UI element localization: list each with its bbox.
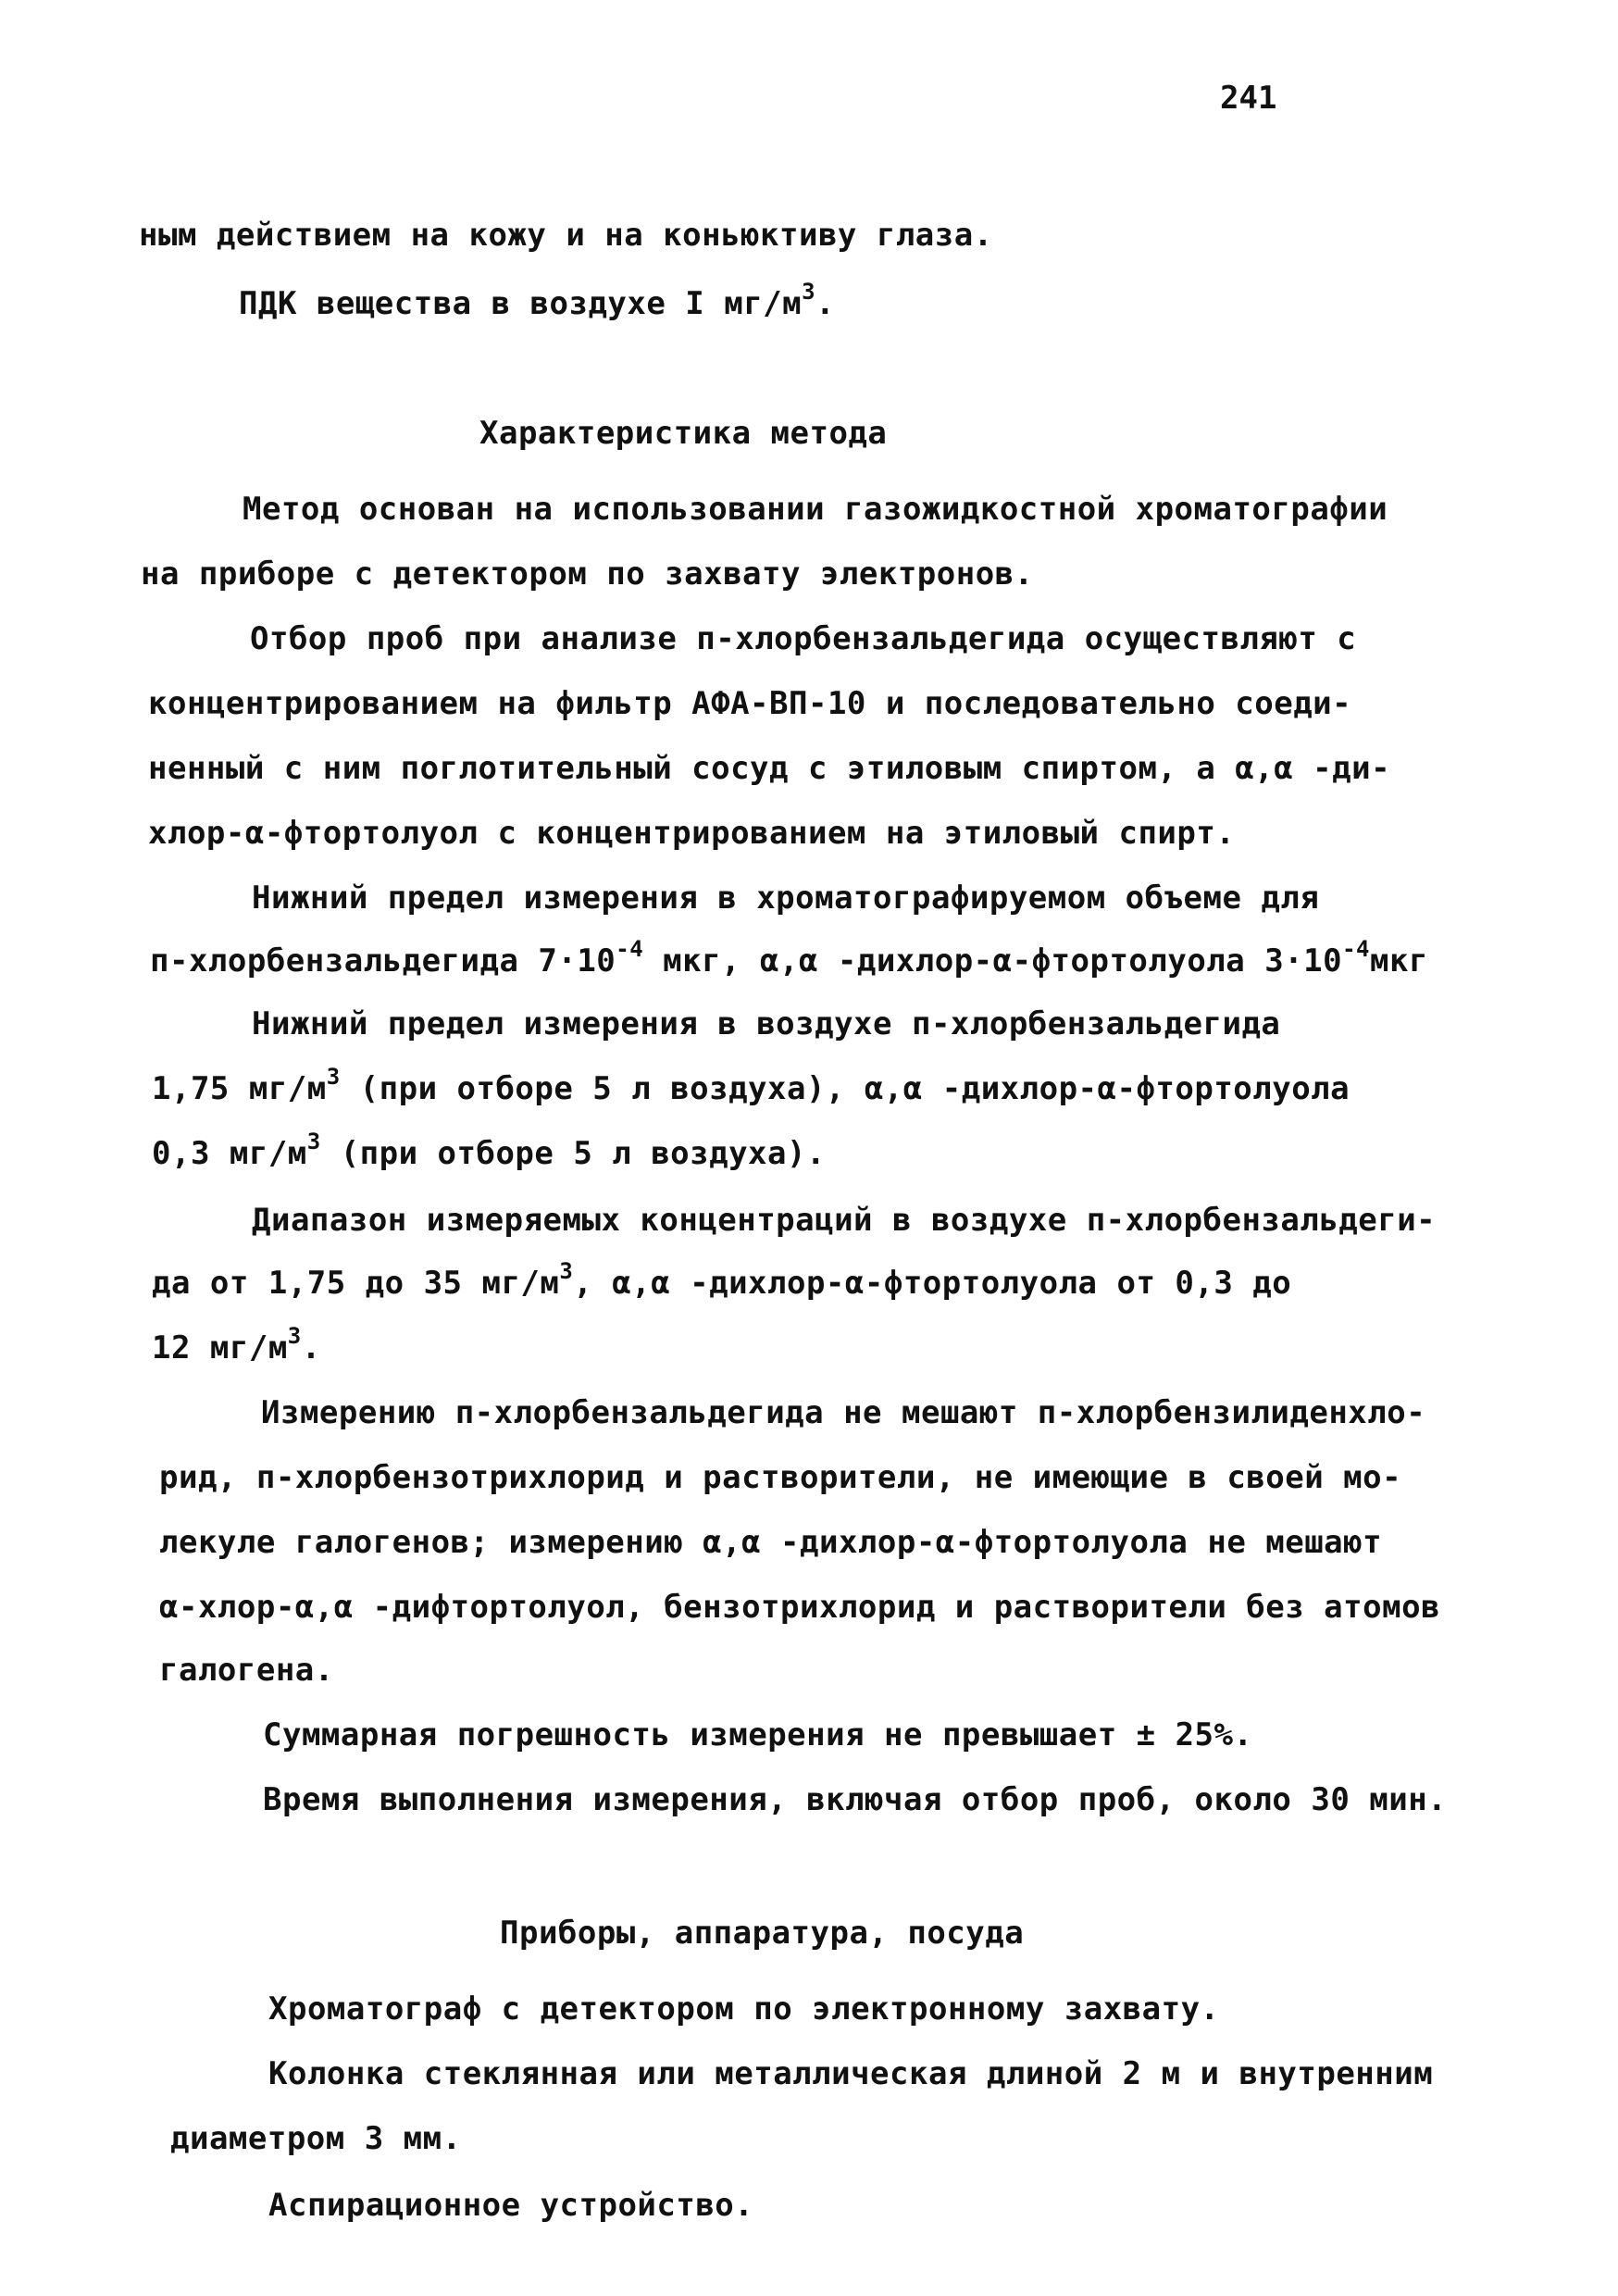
- text-line: Метод основан на использовании газожидкостной хроматографии: [243, 491, 1388, 528]
- text-line: п-хлорбензальдегида $7\cdot 10^{-4}$ мкг, α,α -дихлор-α-фтортолуола $3\cdot 10^{-4}мкг$: [150, 936, 1428, 980]
- text-line: ПДК вещества в воздухе I $мг/м^3$.: [239, 279, 836, 322]
- text-line: Измерению п-хлорбензальдегида не мешают п-хлорбензилиденхло-: [261, 1394, 1426, 1431]
- text-line: на приборе с детектором по захвату электронов.: [141, 555, 1034, 593]
- text-line: α-хлор-α,α -дифтортолуол, бензотрихлорид и растворители без атомов: [159, 1589, 1441, 1626]
- text-line: Колонка стеклянная или металлическая длиной 2 м и внутренним: [268, 2055, 1434, 2092]
- text-line: Нижний предел измерения в воздухе п-хлорбензальдегида: [252, 1005, 1281, 1042]
- text-line: Суммарная погрешность измерения не превышает ± 25%.: [263, 1716, 1253, 1753]
- text-line: Аспирационное устройство.: [268, 2187, 754, 2224]
- text-line: Нижний предел измерения в хроматографируемом объеме для: [252, 880, 1320, 917]
- text-line: Отбор проб при анализе п-хлорбензальдегида осуществляют с: [250, 620, 1357, 657]
- text-line: Хроматограф с детектором по электронному захвату.: [268, 1990, 1220, 2028]
- text-line: да от 1,75 до 35 $мг/м^3$, α,α -дихлор-α-фтортолуола от 0,3 до: [152, 1258, 1292, 1302]
- text-line: лекуле галогенов; измерению α,α -дихлор-α-фтортолуола не мешают: [159, 1524, 1383, 1561]
- text-line: 0,3 $мг/м^3$ (при отборе 5 л воздуха).: [152, 1129, 826, 1172]
- text-line: галогена.: [159, 1652, 334, 1689]
- text-line: концентрированием на фильтр АФА-ВП-10 и последовательно соеди-: [148, 685, 1352, 722]
- section-heading: Приборы, аппаратура, посуда: [500, 1915, 1025, 1952]
- text-line: 12 $мг/м^3$.: [152, 1323, 321, 1366]
- text-line: Время выполнения измерения, включая отбор проб, около 30 мин.: [263, 1781, 1448, 1818]
- section-heading: Характеристика метода: [479, 415, 888, 452]
- text-line: хлор-α-фтортолуол с концентрированием на этиловый спирт.: [148, 815, 1236, 852]
- text-line: 1,75 $мг/м^3$ (при отборе 5 л воздуха), α,α -дихлор-α-фтортолуола: [152, 1064, 1350, 1107]
- text-line: диаметром 3 мм.: [170, 2120, 462, 2157]
- text-line: рид, п-хлорбензотрихлорид и растворители, не имеющие в своей мо-: [159, 1459, 1402, 1496]
- page-number: 241: [1220, 80, 1277, 117]
- text-line: ным действием на кожу и на коньюктиву глаза.: [139, 217, 993, 254]
- text-line: ненный с ним поглотительный сосуд с этиловым спиртом, а α,α -ди-: [148, 750, 1391, 787]
- text-line: Диапазон измеряемых концентраций в воздухе п-хлорбензальдеги-: [252, 1202, 1437, 1239]
